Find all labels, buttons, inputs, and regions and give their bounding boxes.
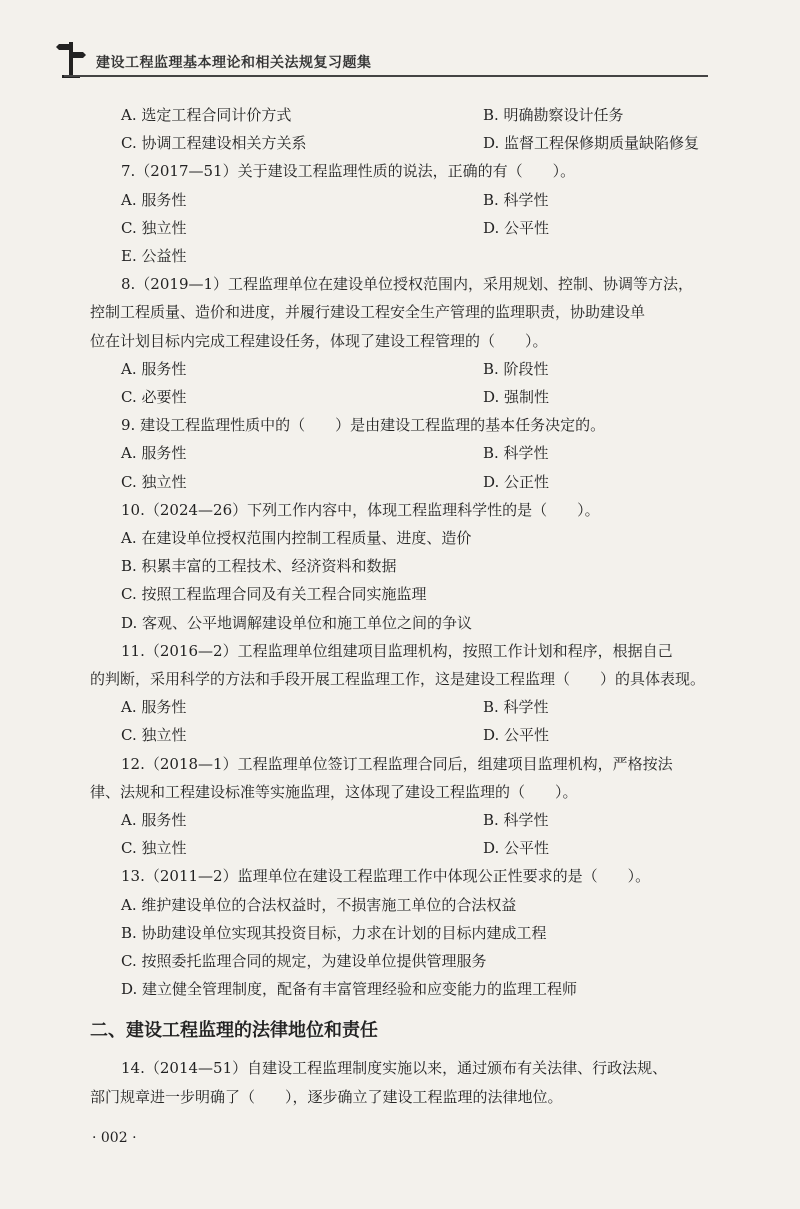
q8-stem-line-2: 控制工程质量、造价和进度，并履行建设工程安全生产管理的监理职责，协助建设单	[90, 303, 646, 322]
header-divider	[64, 75, 708, 77]
question-list	[90, 101, 720, 1003]
q6-options-row-2	[90, 129, 720, 157]
q12-stem-line-1: 12.（2018—1）工程监理单位签订工程监理合同后，组建项目监理机构，严格按法	[121, 754, 673, 773]
q9-option-d: D. 公正性	[483, 472, 550, 491]
q8-options-row-2	[90, 383, 720, 411]
q8-stem-line-3: 位在计划目标内完成工程建设任务，体现了建设工程管理的（ ）。	[90, 331, 548, 350]
q10-option-c: C. 按照工程监理合同及有关工程合同实施监理	[121, 585, 427, 604]
q7-option-a: A. 服务性	[121, 190, 187, 209]
q8-option-a: A. 服务性	[121, 359, 187, 378]
q6-option-b: B. 明确勘察设计任务	[483, 106, 624, 124]
q6-option-a: A. 选定工程合同计价方式	[121, 106, 292, 124]
q14-stem-line-1: 14.（2014—51）自建设工程监理制度实施以来，通过颁布有关法律、行政法规、	[121, 1059, 668, 1077]
q6-option-c: C. 协调工程建设相关方关系	[121, 134, 307, 153]
q7-stem: 7.（2017—51）关于建设工程监理性质的说法，正确的有（ ）。	[121, 162, 576, 181]
q11-options-row-1	[90, 693, 720, 721]
running-header-title: 建设工程监理基本理论和相关法规复习题集	[96, 55, 372, 71]
q6-option-d: D. 监督工程保修期质量缺陷修复	[483, 134, 700, 153]
q8-options-row-1	[90, 355, 720, 383]
q8-option-b: B. 阶段性	[483, 359, 549, 378]
q9-option-b: B. 科学性	[483, 444, 549, 463]
q7-option-e: E. 公益性	[121, 246, 187, 265]
q12-option-b: B. 科学性	[483, 810, 549, 829]
q9-options-row-2	[90, 468, 720, 496]
q10-option-b: B. 积累丰富的工程技术、经济资料和数据	[121, 557, 397, 576]
q12-option-c: C. 独立性	[121, 839, 187, 858]
q12-option-a: A. 服务性	[121, 810, 187, 829]
section-2-heading: 二、建设工程监理的法律地位和责任	[90, 1020, 378, 1041]
q12-options-row-1	[90, 806, 720, 834]
q9-options-row-1	[90, 439, 720, 467]
q6-options-row-1	[90, 101, 720, 129]
q13-option-d: D. 建立健全管理制度，配备有丰富管理经验和应变能力的监理工程师	[121, 980, 578, 999]
q9-option-a: A. 服务性	[121, 444, 187, 463]
q7-option-c: C. 独立性	[121, 218, 187, 237]
q9-option-c: C. 独立性	[121, 472, 187, 491]
q11-stem-line-1: 11.（2016—2）工程监理单位组建项目监理机构，按照工作计划和程序，根据自己	[121, 641, 673, 660]
q13-option-a: A. 维护建设单位的合法权益时，不损害施工单位的合法权益	[121, 895, 517, 914]
q7-options-row-2	[90, 214, 720, 242]
q12-stem-line-2: 律、法规和工程建设标准等实施监理，这体现了建设工程监理的（ ）。	[90, 782, 578, 801]
q9-stem: 9. 建设工程监理性质中的（ ）是由建设工程监理的基本任务决定的。	[121, 416, 606, 435]
q7-option-b: B. 科学性	[483, 190, 549, 209]
signpost-logo-icon	[56, 36, 86, 78]
q8-option-d: D. 强制性	[483, 387, 550, 406]
q11-option-b: B. 科学性	[483, 698, 549, 717]
q12-option-d: D. 公平性	[483, 839, 550, 858]
q14-stem-line-2: 部门规章进一步明确了（ ），逐步确立了建设工程监理的法律地位。	[90, 1088, 563, 1106]
q11-stem-line-2: 的判断，采用科学的方法和手段开展工程监理工作，这是建设工程监理（ ）的具体表现。	[90, 669, 706, 688]
q10-stem: 10.（2024—26）下列工作内容中，体现工程监理科学性的是（ ）。	[121, 500, 600, 519]
q8-stem-line-1: 8.（2019—1）工程监理单位在建设单位授权范围内，采用规划、控制、协调等方法，	[121, 275, 694, 294]
q13-option-b: B. 协助建设单位实现其投资目标，力求在计划的目标内建成工程	[121, 923, 547, 942]
q13-stem: 13.（2011—2）监理单位在建设工程监理工作中体现公正性要求的是（ ）。	[121, 867, 651, 886]
q10-option-a: A. 在建设单位授权范围内控制工程质量、进度、造价	[121, 528, 472, 547]
q11-option-d: D. 公平性	[483, 726, 550, 745]
q11-option-c: C. 独立性	[121, 726, 187, 745]
q8-option-c: C. 必要性	[121, 387, 187, 406]
q7-options-row-1	[90, 186, 720, 214]
q12-options-row-2	[90, 834, 720, 862]
q11-option-a: A. 服务性	[121, 698, 187, 717]
q7-option-d: D. 公平性	[483, 218, 550, 237]
q13-option-c: C. 按照委托监理合同的规定，为建设单位提供管理服务	[121, 951, 487, 970]
q14-block	[90, 1054, 720, 1112]
q11-options-row-2	[90, 721, 720, 749]
q10-option-d: D. 客观、公平地调解建设单位和施工单位之间的争议	[121, 613, 473, 632]
page-number: · 002 ·	[92, 1130, 137, 1146]
